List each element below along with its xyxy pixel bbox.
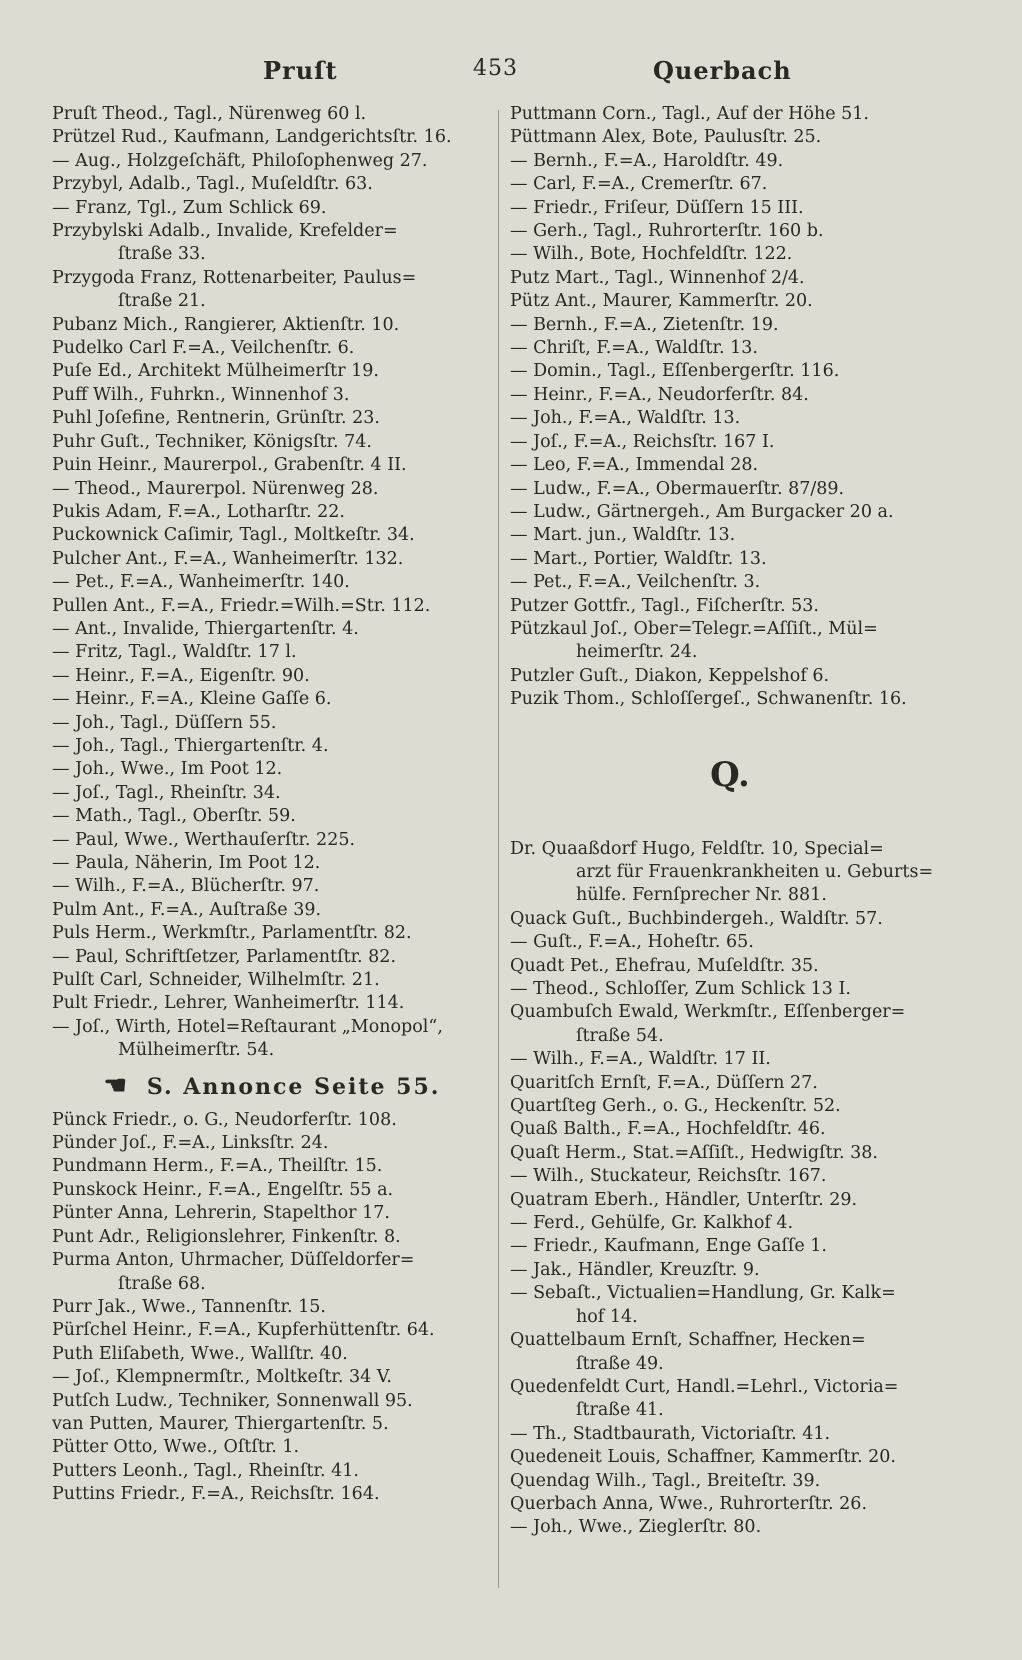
directory-entry: Pudelko Carl F.=A., Veilchenſtr. 6. — [52, 338, 355, 359]
directory-entry: — Ferd., Gehülfe, Gr. Kalkhof 4. — [510, 1213, 794, 1234]
directory-entry-continuation: arzt für Frauenkrankheiten u. Geburts= — [576, 861, 934, 882]
left-entries-b — [52, 1109, 492, 1507]
directory-entry: Puzik Thom., Schloſſergeſ., Schwanenſtr. 16. — [510, 689, 907, 710]
directory-entry: Püttmann Alex, Bote, Paulusſtr. 25. — [510, 127, 822, 148]
directory-entry: Quedeneit Louis, Schaffner, Kammerſtr. 20. — [510, 1447, 896, 1468]
directory-entry: Pruſt Theod., Tagl., Nürenweg 60 l. — [52, 104, 367, 124]
directory-entry: — Joſ., Tagl., Rheinſtr. 34. — [52, 782, 281, 803]
directory-entry: — Paula, Näherin, Im Poot 12. — [52, 853, 321, 873]
directory-entry: Puhl Joſefine, Rentnerin, Grünſtr. 23. — [52, 408, 380, 429]
directory-entry: Pundmann Herm., F.=A., Theilſtr. 15. — [52, 1156, 383, 1177]
directory-entry: — Jak., Händler, Kreuzſtr. 9. — [510, 1259, 760, 1280]
right-column — [510, 103, 950, 1540]
left-column — [52, 103, 492, 1507]
directory-entry: Putzler Guſt., Diakon, Keppelshof 6. — [510, 665, 830, 686]
directory-entry: Pulcher Ant., F.=A., Wanheimerſtr. 132. — [52, 548, 404, 569]
directory-entry-continuation: hof 14. — [576, 1306, 638, 1327]
directory-entry: — Domin., Tagl., Eſſenbergerſtr. 116. — [510, 361, 840, 382]
directory-entry: Quaß Balth., F.=A., Hochfeldſtr. 46. — [510, 1119, 826, 1140]
directory-entry: — Joh., Tagl., Düſſern 55. — [52, 712, 277, 733]
page-number: 453 — [473, 56, 518, 81]
directory-entry: Quaritſch Ernſt, F.=A., Düſſern 27. — [510, 1072, 818, 1093]
directory-entry: Puhr Guſt., Techniker, Königsſtr. 74. — [52, 431, 372, 452]
directory-entry: — Bernh., F.=A., Zietenſtr. 19. — [510, 314, 779, 335]
directory-entry: Quambuſch Ewald, Werkmſtr., Eſſenberger= — [510, 1002, 906, 1023]
directory-entry: Puin Heinr., Maurerpol., Grabenſtr. 4 II. — [52, 455, 407, 476]
directory-entry: — Gerh., Tagl., Ruhrorterſtr. 160 b. — [510, 221, 824, 242]
directory-entry: Querbach Anna, Wwe., Ruhrorterſtr. 26. — [510, 1493, 868, 1514]
directory-entry: van Putten, Maurer, Thiergartenſtr. 5. — [52, 1413, 389, 1434]
directory-entry: — Joſ., Klempnermſtr., Moltkeſtr. 34 V. — [52, 1367, 392, 1388]
directory-entry: Pubanz Mich., Rangierer, Aktienſtr. 10. — [52, 314, 400, 335]
directory-entry: Dr. Quaaßdorf Hugo, Feldſtr. 10, Special= — [510, 838, 884, 859]
directory-entry: Purr Jak., Wwe., Tannenſtr. 15. — [52, 1296, 326, 1317]
directory-entry: — Franz, Tgl., Zum Schlick 69. — [52, 197, 327, 218]
directory-entry: Pullen Ant., F.=A., Friedr.=Wilh.=Str. 112. — [52, 595, 431, 616]
pointing-hand-icon: ☚ — [103, 1070, 129, 1101]
right-entries-b — [510, 838, 950, 1540]
directory-entry: — Joſ., F.=A., Reichsſtr. 167 I. — [510, 431, 775, 452]
directory-entry: Przygoda Franz, Rottenarbeiter, Paulus= — [52, 267, 417, 288]
header-left-catchword: Pruſt — [263, 56, 338, 85]
directory-entry: Prützel Rud., Kaufmann, Landgerichtsſtr. 16. — [52, 127, 452, 148]
directory-entry: Pulm Ant., F.=A., Auſtraße 39. — [52, 899, 322, 920]
directory-entry-continuation: hülfe. Fernſprecher Nr. 881. — [576, 885, 827, 906]
directory-entry: — Carl, F.=A., Cremerſtr. 67. — [510, 174, 768, 195]
directory-entry: — Guſt., F.=A., Hoheſtr. 65. — [510, 932, 754, 953]
annonce-text: S. Annonce Seite 55. — [146, 1073, 441, 1100]
directory-entry: Quack Guſt., Buchbindergeh., Waldſtr. 57. — [510, 908, 883, 929]
annonce-reference — [52, 1063, 492, 1109]
directory-entry: — Pet., F.=A., Wanheimerſtr. 140. — [52, 572, 350, 593]
directory-entry: — Paul, Schriftſetzer, Parlamentſtr. 82. — [52, 946, 397, 967]
directory-entry: Putſch Ludw., Techniker, Sonnenwall 95. — [52, 1390, 413, 1411]
directory-entry: Puſe Ed., Architekt Mülheimerſtr 19. — [52, 361, 379, 382]
directory-entry: Przybyl, Adalb., Tagl., Muſeldſtr. 63. — [52, 174, 373, 195]
directory-entry: — Th., Stadtbaurath, Victoriaſtr. 41. — [510, 1423, 831, 1444]
directory-entry: Quaſt Herm., Stat.=Aſſiſt., Hedwigſtr. 38. — [510, 1142, 878, 1163]
directory-entry: — Theod., Maurerpol. Nürenweg 28. — [52, 478, 379, 499]
directory-entry: — Mart. jun., Waldſtr. 13. — [510, 525, 736, 546]
section-letter-heading: Q. — [710, 754, 750, 795]
directory-entry: Putzer Gottfr., Tagl., Fiſcherſtr. 53. — [510, 595, 819, 616]
directory-entry: — Bernh., F.=A., Haroldſtr. 49. — [510, 150, 784, 171]
directory-entry: Quendag Wilh., Tagl., Breiteſtr. 39. — [510, 1470, 821, 1491]
directory-entry: Puttmann Corn., Tagl., Auf der Höhe 51. — [510, 104, 869, 124]
directory-entry: Quattelbaum Ernſt, Schaffner, Hecken= — [510, 1330, 866, 1351]
directory-entry: — Joh., Wwe., Zieglerſtr. 80. — [510, 1517, 762, 1538]
directory-entry: Pünder Joſ., F.=A., Linksſtr. 24. — [52, 1133, 329, 1154]
directory-entry-continuation: ſtraße 54. — [576, 1025, 664, 1046]
directory-entry: — Ant., Invalide, Thiergartenſtr. 4. — [52, 618, 359, 639]
directory-entry: — Joh., F.=A., Waldſtr. 13. — [510, 408, 741, 429]
directory-entry: Przybylski Adalb., Invalide, Krefelder= — [52, 221, 398, 242]
directory-entry: — Theod., Schloſſer, Zum Schlick 13 I. — [510, 979, 851, 999]
directory-entry: — Leo, F.=A., Immendal 28. — [510, 455, 759, 476]
directory-entry: Pütz Ant., Maurer, Kammerſtr. 20. — [510, 291, 813, 312]
directory-entry: Puttins Friedr., F.=A., Reichsſtr. 164. — [52, 1484, 380, 1505]
directory-entry: — Wilh., Bote, Hochfeldſtr. 122. — [510, 244, 793, 265]
directory-entry: Quartſteg Gerh., o. G., Heckenſtr. 52. — [510, 1096, 841, 1117]
directory-entry: Pützkaul Joſ., Ober=Telegr.=Aſſiſt., Mül= — [510, 618, 878, 639]
directory-entry: — Friedr., Friſeur, Düſſern 15 III. — [510, 197, 804, 218]
directory-entry: — Joh., Wwe., Im Poot 12. — [52, 759, 283, 780]
directory-entry: — Fritz, Tagl., Waldſtr. 17 l. — [52, 642, 297, 663]
directory-entry: Punskock Heinr., F.=A., Engelſtr. 55 a. — [52, 1179, 394, 1200]
left-entries-a — [52, 103, 492, 1063]
directory-entry: Puff Wilh., Fuhrkn., Winnenhof 3. — [52, 384, 350, 405]
directory-entry: — Aug., Holzgeſchäft, Philoſophenweg 27. — [52, 150, 428, 171]
directory-entry: — Wilh., Stuckateur, Reichsſtr. 167. — [510, 1166, 827, 1187]
directory-entry: Pütter Otto, Wwe., Oſtſtr. 1. — [52, 1437, 300, 1458]
directory-entry-continuation: ſtraße 49. — [576, 1353, 664, 1374]
directory-entry: — Heinr., F.=A., Eigenſtr. 90. — [52, 665, 310, 686]
directory-entry: Putters Leonh., Tagl., Rheinſtr. 41. — [52, 1460, 359, 1481]
directory-entry: — Joh., Tagl., Thiergartenſtr. 4. — [52, 735, 329, 756]
directory-entry: — Pet., F.=A., Veilchenſtr. 3. — [510, 572, 761, 593]
directory-entry-continuation: heimerſtr. 24. — [576, 642, 698, 663]
directory-entry: Puckownick Caſimir, Tagl., Moltkeſtr. 34. — [52, 525, 415, 546]
directory-entry-continuation: ſtraße 68. — [118, 1273, 206, 1294]
directory-entry: — Sebaſt., Victualien=Handlung, Gr. Kalk= — [510, 1283, 896, 1304]
directory-entry: Punt Adr., Religionslehrer, Finkenſtr. 8. — [52, 1226, 401, 1247]
directory-entry: — Ludw., F.=A., Obermauerſtr. 87/89. — [510, 478, 845, 499]
directory-entry: Puls Herm., Werkmſtr., Parlamentſtr. 82. — [52, 923, 412, 944]
directory-entry: Pult Friedr., Lehrer, Wanheimerſtr. 114. — [52, 993, 405, 1014]
directory-entry: Quadt Pet., Ehefrau, Muſeldſtr. 35. — [510, 955, 819, 976]
directory-entry: Pukis Adam, F.=A., Lotharſtr. 22. — [52, 501, 345, 522]
directory-entry-continuation: ſtraße 33. — [118, 244, 206, 265]
directory-entry: — Heinr., F.=A., Kleine Gaſſe 6. — [52, 689, 332, 710]
directory-entry: — Paul, Wwe., Werthauſerſtr. 225. — [52, 829, 356, 850]
directory-entry: Pünter Anna, Lehrerin, Stapelthor 17. — [52, 1203, 390, 1224]
directory-entry-continuation: ſtraße 41. — [576, 1400, 664, 1421]
directory-entry: Pünck Friedr., o. G., Neudorferſtr. 108. — [52, 1109, 397, 1130]
directory-entry: — Chriſt, F.=A., Waldſtr. 13. — [510, 338, 758, 359]
page-header — [48, 52, 982, 92]
directory-entry: — Math., Tagl., Oberſtr. 59. — [52, 806, 296, 827]
directory-entry: — Ludw., Gärtnergeh., Am Burgacker 20 a. — [510, 501, 894, 522]
directory-entry: — Joſ., Wirth, Hotel=Reſtaurant „Monopol“, — [52, 1016, 443, 1037]
directory-entry-continuation: Mülheimerſtr. 54. — [118, 1040, 275, 1061]
directory-entry: — Friedr., Kaufmann, Enge Gaſſe 1. — [510, 1236, 827, 1257]
directory-entry-continuation: ſtraße 21. — [118, 291, 206, 312]
directory-entry: Quedenfeldt Curt, Handl.=Lehrl., Victoria= — [510, 1376, 899, 1397]
header-right-catchword: Querbach — [653, 56, 792, 85]
directory-entry: — Mart., Portier, Waldſtr. 13. — [510, 548, 767, 569]
directory-entry: Putz Mart., Tagl., Winnenhof 2/4. — [510, 267, 805, 288]
directory-entry: Purma Anton, Uhrmacher, Düſſeldorfer= — [52, 1250, 415, 1271]
right-entries-a — [510, 103, 950, 712]
column-divider — [498, 110, 499, 1588]
directory-entry: Pulſt Carl, Schneider, Wilhelmſtr. 21. — [52, 970, 380, 991]
directory-entry: Pürſchel Heinr., F.=A., Kupferhüttenſtr. 64. — [52, 1320, 435, 1341]
directory-entry: — Heinr., F.=A., Neudorferſtr. 84. — [510, 384, 809, 405]
directory-entry: — Wilh., F.=A., Blücherſtr. 97. — [52, 876, 320, 897]
directory-entry: Quatram Eberh., Händler, Unterſtr. 29. — [510, 1189, 858, 1210]
directory-entry: — Wilh., F.=A., Waldſtr. 17 II. — [510, 1049, 771, 1070]
directory-entry: Puth Eliſabeth, Wwe., Wallſtr. 40. — [52, 1343, 348, 1364]
